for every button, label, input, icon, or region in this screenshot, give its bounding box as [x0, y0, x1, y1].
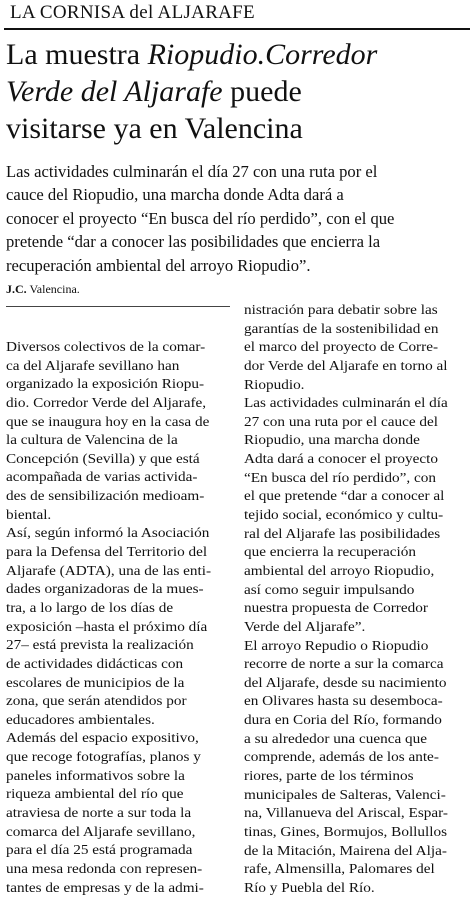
body-text-line: riqueza ambiental del río que [6, 786, 184, 802]
body-text-line: Riopudio. [244, 376, 305, 392]
headline-line-1 [6, 36, 468, 73]
body-text-line: municipales de Salteras, Valenci- [244, 786, 446, 802]
body-text-line: acompañada de varias activida- [6, 469, 198, 485]
body-text-line: comarca del Aljarafe sevillano, [6, 823, 196, 839]
body-text-line: Aljarafe (ADTA), una de las enti- [6, 562, 212, 578]
headline-line-2 [6, 73, 468, 110]
body-text-line: Concepción (Sevilla) y que está [6, 450, 200, 466]
byline-place: Valencina. [29, 282, 80, 296]
body-text-line: que encierra la recuperación [244, 544, 417, 560]
body-text-line: tantes de empresas y de la admi- [6, 879, 204, 895]
body-text-line: 27– está prevista la realización [6, 637, 194, 653]
body-text-line: para el día 25 está programada [6, 842, 193, 858]
body-text-line: Además del espacio expositivo, [6, 730, 199, 746]
body-text-line: organizado la exposición Riopu- [6, 376, 205, 392]
body-text-line: rafe, Almensilla, Palomares del [244, 861, 435, 877]
body-text-line: dio. Corredor Verde del Aljarafe, [6, 394, 207, 410]
body-text-line: que recoge fotografías, planos y [6, 749, 201, 765]
lead-line: conocer el proyecto “En busca del río perdido”, con el que [6, 208, 395, 228]
body-text-line: Diversos colectivos de la comar- [6, 339, 206, 354]
body-text-line: “En busca del río perdido”, con [244, 469, 436, 485]
body-text-line: escolares de municipios de la [6, 674, 185, 690]
body-text-line: de la Mitación, Mairena del Alja- [244, 842, 447, 858]
body-text-line: ral del Aljarafe las posibilidades [244, 525, 441, 541]
body-text-line: zona, que serán atendidos por [6, 693, 187, 709]
body-text-line: 27 con una ruta por el cauce del [244, 413, 439, 429]
body-text-line: Adta dará a conocer el proyecto [244, 451, 439, 467]
body-text-line: Río y Puebla del Río. [244, 879, 375, 895]
body-text-line: riores, parte de los términos [244, 768, 414, 784]
lead-line: pretende “dar a conocer las posibilidades que encierra la [6, 232, 381, 252]
body-text-line: na, Villanueva del Ariscal, Espar- [244, 805, 448, 821]
body-text-line: de actividades didácticas con [6, 655, 184, 671]
body-text-line: dades organizadoras de la mues- [6, 581, 204, 597]
body-text-line: ca del Aljarafe sevillano han [6, 357, 180, 373]
body-text-line: el que pretende “dar a conocer al [244, 488, 445, 504]
body-text-line: Riopudio, una marcha donde [244, 432, 420, 448]
body-text-line: nistración para debatir sobre las [244, 302, 438, 317]
body-text-line: así como seguir impulsando [244, 581, 415, 597]
body-text-line: ambiental del arroyo Riopudio, [244, 562, 435, 578]
body-text-line: atraviesa de norte a sur toda la [6, 805, 192, 821]
body-text-line: El arroyo Repudio o Riopudio [244, 637, 429, 653]
headline-text: La muestra [6, 38, 148, 71]
body-text-line: tejido social, económico y cultu- [244, 507, 444, 523]
lead-line: cauce del Riopudio, una marcha donde Adta dará a [6, 185, 344, 205]
body-text-line: que se inaugura hoy en la casa de [6, 413, 210, 429]
byline-author: J.C. [6, 282, 27, 296]
section-name: LA CORNISA del ALJARAFE [10, 2, 255, 23]
body-text-line: nuestra propuesta de Corredor [244, 600, 428, 616]
body-text-line: para la Defensa del Territorio del [6, 544, 208, 560]
body-text-line: exposición –hasta el próximo día [6, 618, 208, 634]
body-text-line: Verde del Aljarafe”. [244, 618, 366, 634]
body-text-line: del Aljarafe, desde su nacimiento [244, 674, 447, 690]
headline-italic-text: Riopudio.Corredor [147, 38, 378, 71]
body-text-line: tinas, Gines, Bormujos, Bollullos [244, 823, 448, 839]
body-text-line: comprende, además de los ante- [244, 749, 439, 765]
body-text-line: biental. [6, 506, 52, 522]
column-divider-rule [6, 306, 230, 307]
body-text-line: en Olivares hasta su desemboca- [244, 693, 443, 709]
section-header [4, 0, 470, 30]
headline-italic-text: Verde del Aljarafe [6, 75, 223, 108]
body-text-line: Así, según informó la Asociación [6, 525, 210, 541]
body-text-line: dura en Coria del Río, formando [244, 712, 442, 728]
body-text-line: dor Verde del Aljarafe en torno al [244, 357, 448, 373]
article-column-right [244, 301, 470, 898]
body-text-line: tra, a lo largo de los días de [6, 599, 174, 615]
byline [6, 282, 80, 297]
lead-paragraph [6, 160, 468, 277]
body-text-line: des de sensibilización medioam- [6, 488, 205, 504]
headline-line-3: visitarse ya en Valencina [6, 112, 303, 145]
article-column-left [6, 338, 236, 897]
body-text-line: paneles informativos sobre la [6, 767, 185, 783]
body-text-line: educadores ambientales. [6, 711, 155, 727]
body-text-line: una mesa redonda con represen- [6, 860, 203, 876]
headline-text: puede [222, 75, 302, 108]
body-text-line: a su alrededor una cuenca que [244, 730, 428, 746]
body-text-line: recorre de norte a sur la comarca [244, 656, 444, 672]
headline [6, 36, 468, 147]
lead-line: recuperación ambiental del arroyo Riopudio”. [6, 255, 311, 275]
body-text-line: el marco del proyecto de Corre- [244, 339, 439, 355]
body-text-line: garantías de la sostenibilidad en [244, 320, 439, 336]
lead-line: Las actividades culminarán el día 27 con una ruta por el [6, 162, 378, 181]
body-text-line: Las actividades culminarán el día [244, 395, 448, 411]
body-text-line: la cultura de Valencina de la [6, 432, 178, 448]
